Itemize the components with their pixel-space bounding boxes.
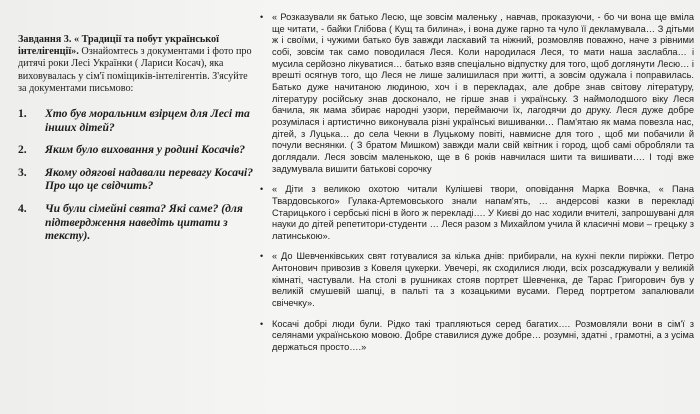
document-excerpt — [258, 319, 694, 354]
question-text: Хто був моральним взірцем для Лесі та інших дітей? — [45, 107, 250, 134]
bullet-icon: • — [260, 318, 264, 329]
document-text: Косачі добрі люди були. Рідко такі трапляються серед багатих…. Розмовляли вони в сім'ї з селянами українською мовою. Добре ставилися дуже добре… розумні, здатні , грамотні, а з усіма держаться просто….» — [272, 318, 694, 353]
question-number: 1. — [18, 107, 27, 121]
document-excerpt — [258, 184, 694, 242]
bullet-icon: • — [260, 12, 264, 22]
document-excerpt — [258, 251, 694, 309]
question-item — [18, 107, 256, 134]
question-list — [18, 107, 256, 243]
question-item — [18, 143, 256, 157]
document-text: « Розказували як батько Лесю, ще зовсім маленьку , навчав, проказуючи, - бо чи вона ще вміла ще читати, - байки Глібова ( Кущ та билина», і вона дуже гарно та чуло її декламувала… З дітьми ж і своїми, і чужими батько був завжди ласкавий та ніжний, розмовляв поважно, наче з рівними собі, зовсім так само поводилася Леся. Коли народилася Леся, то мати наша заслабла… і мусила серйозно лікуватися… батько взяв спеціально відпустку для того, щоб доглянути Лесю… і врешті осягнув того, що Леся не лише залишилася при житті, а зовсім одужала і поправилась. Батько дуже начитаною людиною, хоч і в перекладах, але добре знав світову літературу, літературу російську знав досконало, не гірше знав і українську. З наймолодшого віку Леся бачила, як мама збирає народні узори, переймаючи їх, лагодячи до друку. Леся дуже добре розумілася і артистично виконувала різні українські вишиванки… Пам'ятаю як мама повезла нас, дітей, з Луцька… до села Чекни в Луцькому повіті, навмисне для того , щоб ми побачили й почули веснянки. ( З братом Мишком) завжди мали свій квітник і город, щоб самі обробляли та доглядали. Леся зовсім маленькою, ще в 6 років навчилася шити та вишивати…. І тоді вже задумувала вишити батькові сорочку — [272, 12, 694, 174]
document-text: « Діти з великою охотою читали Кулішеві твори, оповідання Марка Вовчка, « Пана Твардовського» Гулака-Артемовського знали напам'ять, … андерсові казки в перекладі Старицького і сербські пісні в його ж перекладі…. У Києві до нас ходили вчителі, запрошувані для науки до дітей репетитори-студенти … Леся разом з Михайлом учила й класичні мови – грецьку з латинською». — [272, 184, 694, 241]
task-title: Завдання 3. « Традиції та побут української інтелігенції». — [18, 34, 219, 58]
question-text: Яким було виховання у родині Косачів? — [45, 143, 246, 157]
question-item — [18, 202, 256, 243]
question-item — [18, 166, 256, 193]
documents-column — [258, 12, 694, 363]
question-text: Якому одягові надавали перевагу Косачі? Про що це свідчить? — [45, 165, 254, 193]
question-number: 2. — [18, 143, 27, 157]
question-text: Чи були сімейні свята? Які саме? (для підтвердження наведіть цитати з тексту). — [45, 201, 243, 243]
bullet-icon: • — [260, 251, 264, 262]
document-excerpt — [258, 12, 694, 175]
task-column — [18, 34, 256, 252]
document-text: « До Шевченківських свят готувалися за кілька днів: прибирали, на кухні пекли пиріжки. Петро Антонович привозив з Ковеля цукерки. Увечері, як сходилися люди, всіх розсаджували у великій кімнаті, частували. На столі в рушниках стояв портрет Шевченка, де Тарас Григорович був у великій смушевій шапці, в пальті та з козацькими вусами. Перед портретом запалювали свічечку». — [272, 251, 694, 309]
question-number: 3. — [18, 165, 27, 179]
bullet-icon: • — [260, 184, 264, 195]
question-number: 4. — [18, 201, 27, 215]
task-intro: Ознайомтесь з документами і фото про дитячі роки Лесі Українки ( Лариси Косач), яка виховувалась у сім'ї поміщиків-інтелігентів. З'ясуйте за документами письмово: — [18, 46, 252, 94]
task-description — [18, 34, 256, 95]
